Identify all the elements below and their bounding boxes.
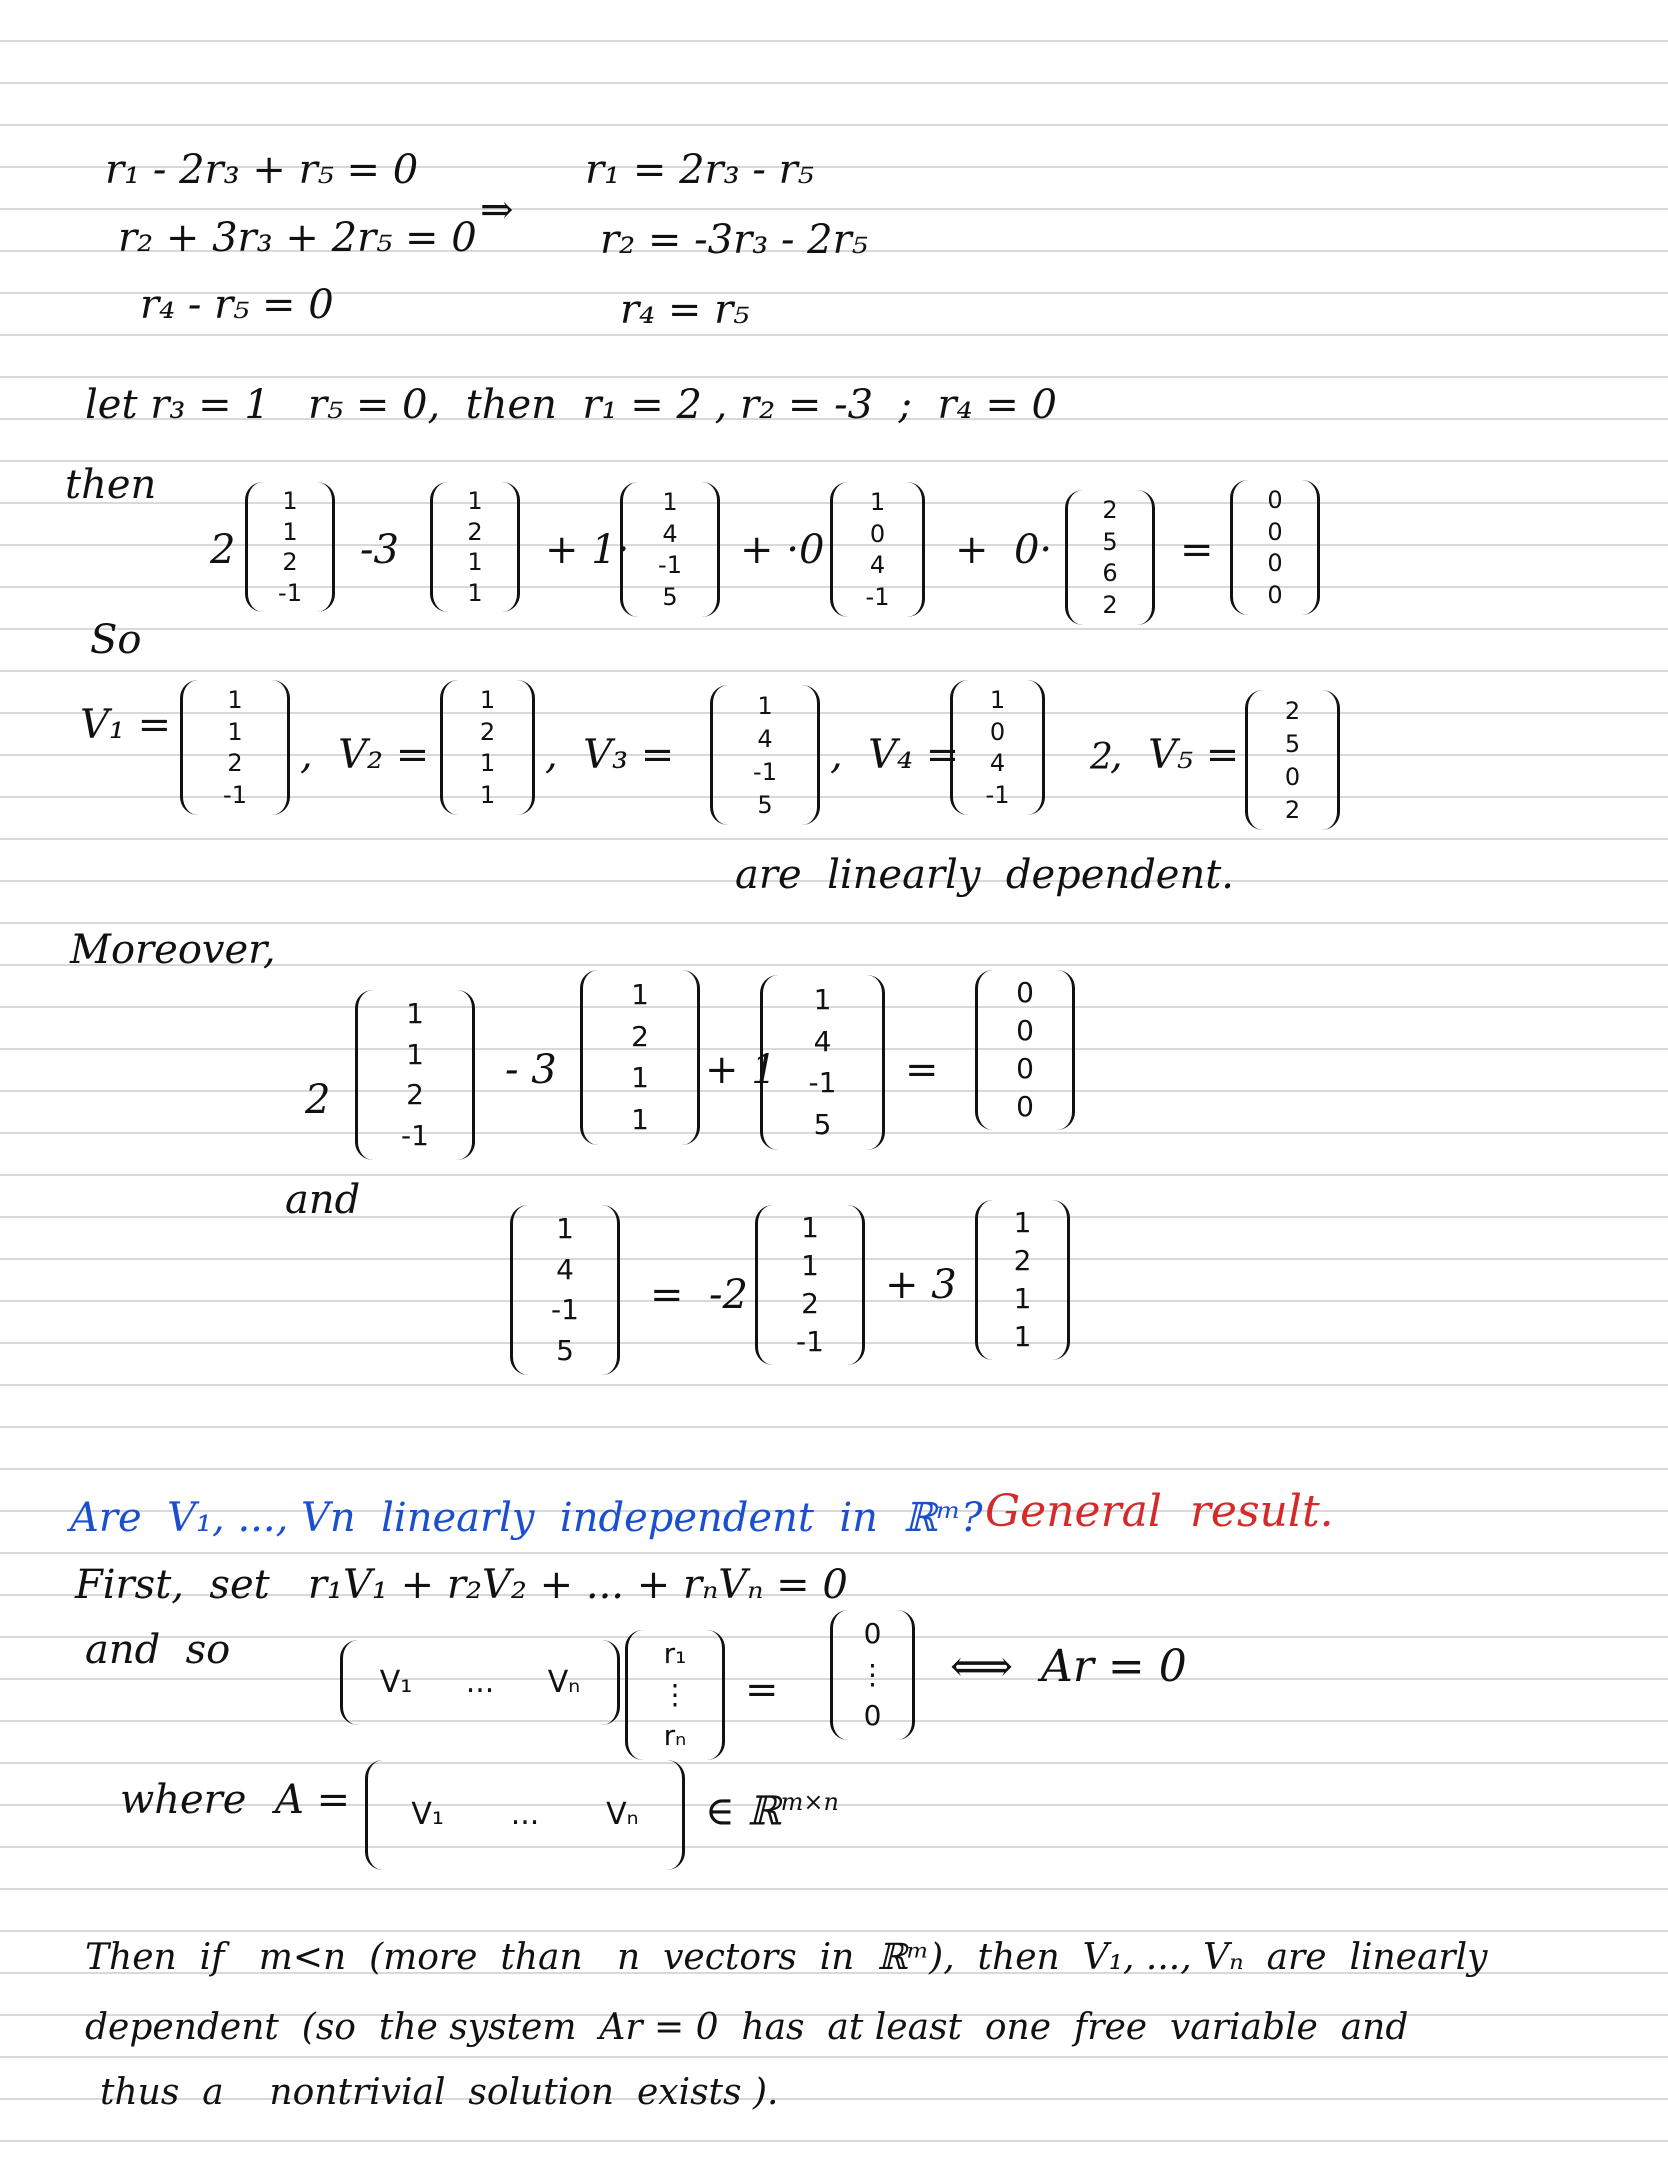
v2-vector <box>440 680 535 815</box>
entry: 1 <box>1013 1206 1032 1239</box>
entry: 1 <box>801 1249 819 1282</box>
entry: -1 <box>808 1066 837 1100</box>
entry: 4 <box>662 519 678 548</box>
entry: 5 <box>556 1333 574 1367</box>
combo3-vector-2 <box>975 1200 1070 1360</box>
let-line: let r₃ = 1 r₅ = 0, then r₁ = 2 , r₂ = -3 ; r₄ = 0 <box>85 382 1057 428</box>
v1-vector <box>180 680 290 815</box>
conclusion-line-2: dependent (so the system Ar = 0 has at least one free variable and <box>85 2007 1409 2048</box>
entry: 1 <box>479 749 496 778</box>
entry: 2 <box>1102 495 1118 524</box>
entry: 4 <box>556 1252 574 1286</box>
combo1-zero-vector <box>1230 480 1320 615</box>
combo2-coef-2: - 3 <box>505 1047 557 1093</box>
combo1-coef-5: + 0· <box>955 527 1053 573</box>
matrix-A-columns <box>340 1640 620 1725</box>
general-result-label: General result. <box>985 1486 1334 1537</box>
dimension-superscript: m×n <box>780 1788 839 1816</box>
entry: 1 <box>1013 1320 1032 1353</box>
entry: 2 <box>479 717 496 746</box>
entry: 2 <box>1284 795 1301 824</box>
entry: 1 <box>556 1212 574 1246</box>
and-so-label: and so <box>85 1627 231 1673</box>
column: Vₙ <box>547 1664 581 1700</box>
entry: 1 <box>631 1103 649 1137</box>
then-label: then <box>65 462 157 508</box>
entry: 0 <box>1267 581 1283 610</box>
conclusion-line-1: Then if m<n (more than n vectors in ℝᵐ), then V₁, ..., Vₙ are linearly <box>85 1937 1488 1978</box>
entry: 0 <box>1267 485 1283 514</box>
entry: ⋮ <box>661 1677 689 1711</box>
and-symbol: 2 <box>1090 737 1113 778</box>
combo1-vector-4 <box>830 482 925 617</box>
v1-label: V₁ = <box>80 702 172 748</box>
entry: 0 <box>863 1617 882 1651</box>
equation-3: r₄ - r₅ = 0 <box>140 282 334 328</box>
entry: 4 <box>757 724 773 753</box>
entry: -1 <box>753 757 777 786</box>
entry: -1 <box>223 781 247 810</box>
entry: 5 <box>757 790 773 819</box>
entry: 1 <box>282 487 298 516</box>
combo3-equals-coef: = -2 <box>650 1272 748 1318</box>
entry: ⋮ <box>858 1657 887 1691</box>
entry: 5 <box>813 1108 832 1142</box>
entry: 0 <box>989 717 1006 746</box>
where-label: where <box>120 1777 247 1823</box>
entry: 5 <box>1102 527 1118 556</box>
equivalence: ⟺ Ar = 0 <box>950 1641 1187 1692</box>
entry: 4 <box>989 749 1006 778</box>
solution-1: r₁ = 2r₃ - r₅ <box>585 147 814 193</box>
entry: 0 <box>1016 1014 1034 1047</box>
entry: r₁ <box>663 1637 687 1671</box>
entry: 5 <box>662 583 678 612</box>
entry: 6 <box>1102 559 1118 588</box>
v4-label: , V₄ = <box>830 732 960 778</box>
entry: 1 <box>467 578 483 607</box>
general-question: Are V₁, ..., Vn linearly independent in ℝᵐ? <box>70 1495 983 1541</box>
entry: -1 <box>278 578 302 607</box>
entry: 1 <box>631 1061 649 1095</box>
entry: 1 <box>989 685 1006 714</box>
conclusion-line-3: thus a nontrivial solution exists ). <box>100 2072 779 2113</box>
combo1-vector-1 <box>245 482 335 612</box>
entry: rₙ <box>663 1718 687 1752</box>
entry: 2 <box>406 1078 424 1112</box>
moreover-label: Moreover, <box>70 927 276 973</box>
dependence-conclusion: are linearly dependent. <box>735 852 1235 898</box>
first-set-line: First, set r₁V₁ + r₂V₂ + ... + rₙVₙ = 0 <box>75 1562 848 1608</box>
combo2-vector-3 <box>760 975 885 1150</box>
entry: 1 <box>662 487 678 516</box>
combo3-vector-1 <box>755 1205 865 1365</box>
v5-label: , V₅ = <box>1110 732 1240 778</box>
entry: 0 <box>1267 517 1283 546</box>
entry: 5 <box>1284 729 1301 758</box>
combo1-coef-3: + 1· <box>545 527 630 573</box>
entry: 1 <box>813 982 832 1016</box>
entry: 0 <box>1016 976 1034 1009</box>
entry: 0 <box>869 519 886 548</box>
entry: -1 <box>985 781 1010 810</box>
entry: 2 <box>282 548 298 577</box>
entry: 0 <box>1267 549 1283 578</box>
combo3-plus-coef: + 3 <box>885 1262 957 1308</box>
and-label: and <box>285 1177 361 1223</box>
entry: -1 <box>865 583 890 612</box>
so-label: So <box>90 617 142 663</box>
combo1-coef-2: -3 <box>360 527 399 573</box>
entry: 0 <box>1016 1052 1034 1085</box>
combo1-vector-5 <box>1065 490 1155 625</box>
entry: 1 <box>467 487 483 516</box>
solution-2: r₂ = -3r₃ - 2r₅ <box>600 217 868 263</box>
entry: -1 <box>658 551 682 580</box>
entry: 2 <box>1013 1244 1032 1277</box>
entry: 2 <box>1102 591 1118 620</box>
combo2-vector-2 <box>580 970 700 1145</box>
combo1-equals: = <box>1180 527 1214 573</box>
equation-1: r₁ - 2r₃ + r₅ = 0 <box>105 147 419 193</box>
entry: 2 <box>467 517 483 546</box>
entry: 1 <box>406 1037 424 1071</box>
entry: 1 <box>227 685 243 714</box>
entry: -1 <box>796 1325 824 1358</box>
v5-vector <box>1245 690 1340 830</box>
A-definition-prefix: A = <box>275 1777 351 1823</box>
entry: 1 <box>801 1211 819 1244</box>
entry: 1 <box>282 517 298 546</box>
entry: 1 <box>869 487 886 516</box>
entry: 1 <box>479 781 496 810</box>
combo1-vector-3 <box>620 482 720 617</box>
real-space: ∈ ℝ <box>705 1788 781 1835</box>
entry: 1 <box>631 977 649 1011</box>
v3-vector <box>710 685 820 825</box>
combo1-coef-4: + ·0 <box>740 527 825 573</box>
entry: 1 <box>479 685 496 714</box>
entry: 2 <box>227 749 243 778</box>
column: ... <box>510 1797 540 1832</box>
equation-2: r₂ + 3r₃ + 2r₅ = 0 <box>118 215 477 261</box>
column: ... <box>465 1664 495 1700</box>
entry: 4 <box>813 1024 832 1058</box>
entry: 2 <box>801 1287 819 1320</box>
A-definition-space <box>705 1788 839 1835</box>
column: V₁ <box>379 1664 413 1700</box>
column: Vₙ <box>606 1797 639 1832</box>
implies-arrow: ⇒ <box>480 187 514 233</box>
combo2-coef-3: + 1 <box>705 1047 777 1093</box>
general-equals: = <box>745 1667 779 1713</box>
column: V₁ <box>411 1797 444 1832</box>
A-definition-matrix <box>365 1760 685 1870</box>
combo3-lhs-vector <box>510 1205 620 1375</box>
combo2-coef-1: 2 <box>305 1077 331 1123</box>
entry: 1 <box>467 548 483 577</box>
entry: 1 <box>227 717 243 746</box>
entry: -1 <box>551 1293 579 1327</box>
solution-3: r₄ = r₅ <box>620 287 750 333</box>
v2-label: , V₂ = <box>300 732 430 778</box>
combo2-zero-vector <box>975 970 1075 1130</box>
v3-label: , V₃ = <box>545 732 675 778</box>
combo1-coef-1: 2 <box>210 527 236 573</box>
entry: 1 <box>406 997 424 1031</box>
combo2-vector-1 <box>355 990 475 1160</box>
entry: 2 <box>1284 696 1301 725</box>
vector-r <box>625 1630 725 1760</box>
entry: 1 <box>757 691 773 720</box>
entry: 0 <box>863 1698 882 1732</box>
entry: 0 <box>1016 1090 1034 1123</box>
entry: 0 <box>1284 762 1301 791</box>
zero-vector <box>830 1610 915 1740</box>
entry: 4 <box>869 551 886 580</box>
entry: 2 <box>631 1019 649 1053</box>
entry: 1 <box>1013 1282 1032 1315</box>
combo2-equals: = <box>905 1047 939 1093</box>
combo1-vector-2 <box>430 482 520 612</box>
v4-vector <box>950 680 1045 815</box>
entry: -1 <box>401 1118 429 1152</box>
